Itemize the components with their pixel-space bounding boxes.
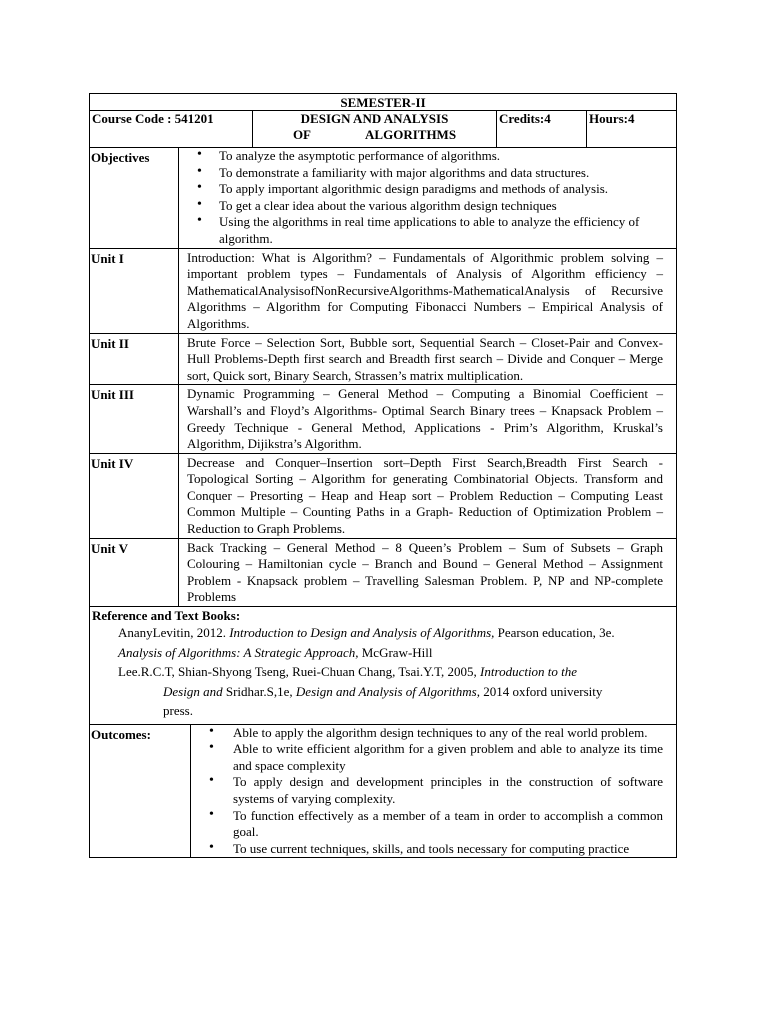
objectives-list [179, 148, 666, 248]
outcome-item: • To function effectively as a member of a team in order to accomplish a common goal. [191, 808, 663, 841]
unit-label: Unit I [90, 249, 179, 333]
course-header-row [89, 111, 677, 148]
unit-row-3 [89, 385, 677, 453]
outcome-item: • To use current techniques, skills, and tools necessary for computing practice [191, 841, 663, 858]
reference-title: Design and Analysis of Algorithms, [295, 683, 480, 699]
objective-item: • Using the algorithms in real time applications to able to analyze the efficiency of algorithm. [179, 214, 666, 247]
reference-text: McGraw-Hill [358, 644, 433, 660]
unit-text: Dynamic Programming – General Method – Computing a Binomial Coefficient – Warshall’s and Floyd’s Algorithms- Optimal Search Binary trees – Knapsack Problem – Greedy Technique - General Method, Applications - Prim’s Algorithm, Kruskal’s Algorithm, Dijikstra’s Algorithm. [187, 386, 663, 452]
outcomes-label: Outcomes: [90, 725, 191, 858]
reference-text: 2014 oxford university [479, 683, 603, 699]
unit-text: Brute Force – Selection Sort, Bubble sort, Sequential Search – Closet-Pair and Convex-Hull Problems-Depth first search and Breadth first search – Divide and Conquer – Merge sort, Quick sort, Binary Search, Strassen’s matrix multiplication. [187, 334, 663, 383]
objectives-row [89, 148, 677, 249]
reference-item [92, 662, 674, 682]
reference-title: Introduction to the [480, 664, 578, 680]
reference-item: press. [163, 703, 193, 719]
reference-item [92, 682, 674, 702]
unit-text: Back Tracking – General Method – 8 Queen’s Problem – Sum of Subsets – Graph Colouring – Hamiltonian cycle – Branch and Bound – General Method – Assignment Problem - Knapsack problem – Travelling Salesman Problem. P, NP and NP-complete Problems [187, 539, 663, 605]
reference-title: Design and [163, 683, 223, 699]
unit-text: Introduction: What is Algorithm? – Fundamentals of Algorithmic problem solving – important problem types – Fundamentals of Analysis of Algorithm efficiency – MathematicalAnalysisofNonRecursiveAlgorithms-MathematicalAnalysis of Recursive Algorithms – Algorithm for Computing Fibonacci Numbers – Empirical Analysis of Algorithms. [187, 249, 663, 331]
objectives-body [179, 148, 676, 248]
outcome-item: • To apply design and development principles in the construction of software systems of varying complexity. [191, 774, 663, 807]
course-title-line1: DESIGN AND ANALYSIS [300, 111, 449, 126]
unit-row-2 [89, 334, 677, 386]
reference-title: Analysis of Algorithms: A Strategic Approach, [118, 644, 359, 660]
unit-label: Unit IV [90, 454, 179, 538]
reference-text: AnanyLevitin, 2012. [118, 625, 230, 641]
course-title [253, 111, 497, 147]
objective-item: • To demonstrate a familiarity with major algorithms and data structures. [179, 165, 666, 182]
unit-row-1 [89, 249, 677, 334]
objectives-label: Objectives [90, 148, 179, 248]
reference-item [92, 643, 674, 663]
outcomes-row [89, 725, 677, 859]
objective-item: • To analyze the asymptotic performance of algorithms. [179, 148, 666, 165]
reference-text: Lee.R.C.T, Shian-Shyong Tseng, Ruei-Chuan Chang, Tsai.Y.T, 2005, [118, 664, 481, 680]
unit-text: Decrease and Conquer–Insertion sort–Depth First Search,Breadth First Search - Topological Sorting – Algorithm for generating Combinatorial Objects. Transform and Conquer – Presorting – Heap and Heap sort – Problem Reduction – Computing Least Common Multiple – Counting Paths in a Graph- Reduction of Optimization Problem – Reduction to Graph Problems. [187, 454, 663, 537]
syllabus-table [89, 93, 677, 858]
objective-item: • To apply important algorithmic design paradigms and methods of analysis. [179, 181, 666, 198]
outcomes-body [191, 725, 676, 858]
outcomes-list [191, 725, 663, 858]
unit-label: Unit V [90, 539, 179, 606]
references-section [89, 607, 677, 725]
unit-label: Unit II [90, 334, 179, 385]
course-title-line2: OF ALGORITHMS [292, 127, 457, 142]
hours: Hours:4 [589, 111, 635, 126]
credits: Credits:4 [497, 111, 587, 147]
reference-title: Introduction to Design and Analysis of Algorithms, [229, 625, 495, 641]
unit-row-4 [89, 454, 677, 539]
outcome-item: • Able to apply the algorithm design techniques to any of the real world problem. [191, 725, 663, 742]
unit-row-5 [89, 539, 677, 607]
course-code: Course Code : 541201 [90, 111, 253, 147]
outcome-item: • Able to write efficient algorithm for a given problem and able to analyze its time and space complexity [191, 741, 663, 774]
references-heading: Reference and Text Books: [92, 608, 241, 624]
semester-heading: SEMESTER-II [89, 93, 677, 111]
reference-text: Pearson education, 3e. [494, 625, 615, 641]
reference-item [92, 623, 674, 643]
reference-text: Sridhar.S,1e, [222, 683, 296, 699]
objective-item: • To get a clear idea about the various algorithm design techniques [179, 198, 666, 215]
unit-label: Unit III [90, 385, 179, 452]
